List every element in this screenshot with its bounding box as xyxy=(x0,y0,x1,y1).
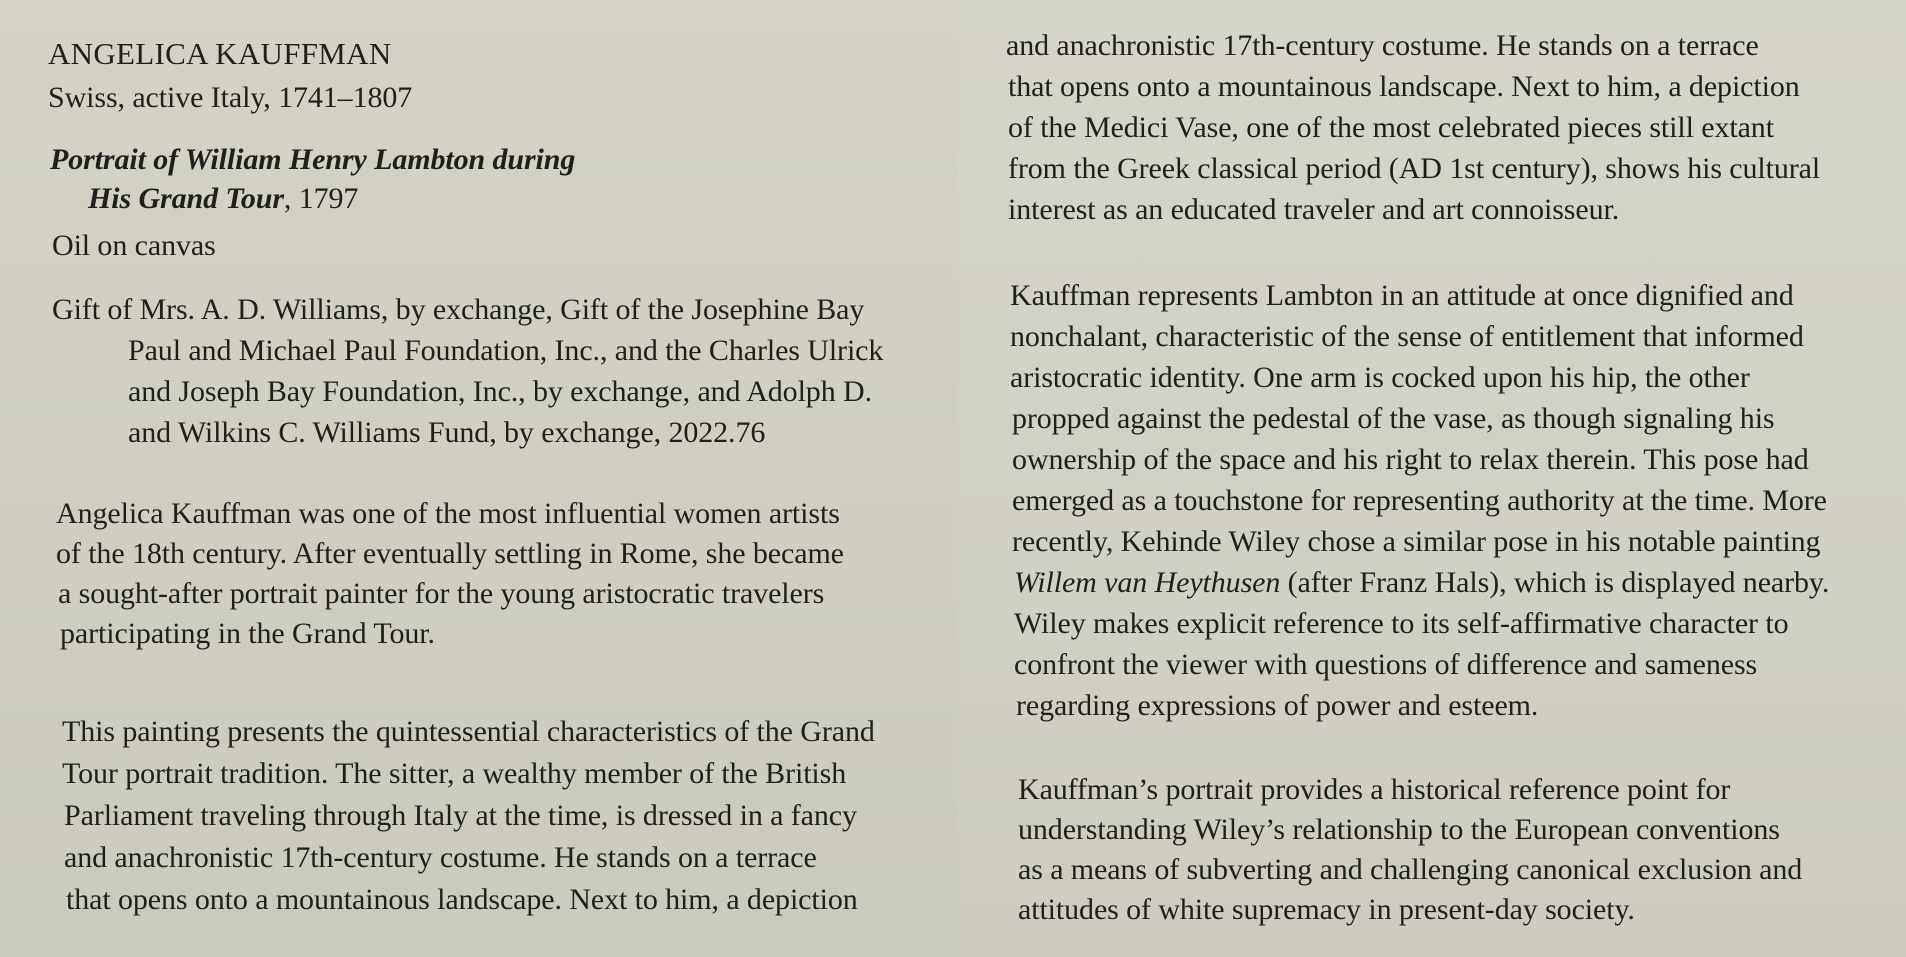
credit-line: and Joseph Bay Foundation, Inc., by exchange, and Adolph D. xyxy=(128,375,872,408)
left-paragraph2-line: This painting presents the quintessential characteristics of the Grand xyxy=(62,715,875,748)
artwork-reference-title: Willem van Heythusen xyxy=(1014,566,1281,599)
left-paragraph2-line: and anachronistic 17th-century costume. He stands on a terrace xyxy=(64,841,817,874)
artwork-reference-after: (after Franz Hals), which is displayed nearby. xyxy=(1280,566,1830,599)
right-paragraph2-line: regarding expressions of power and esteem. xyxy=(1016,689,1539,722)
right-paragraph2-line: ownership of the space and his right to relax therein. This pose had xyxy=(1012,443,1809,476)
credit-line: Paul and Michael Paul Foundation, Inc., and the Charles Ulrick xyxy=(128,334,884,367)
right-paragraph2-line: recently, Kehinde Wiley chose a similar pose in his notable painting xyxy=(1012,525,1821,558)
right-paragraph3-line: as a means of subverting and challenging canonical exclusion and xyxy=(1018,853,1803,886)
left-paragraph2-line: Parliament traveling through Italy at the time, is dressed in a fancy xyxy=(64,799,857,832)
left-paragraph1-line: a sought-after portrait painter for the young aristocratic travelers xyxy=(58,577,825,610)
right-paragraph2-line: Wiley makes explicit reference to its self-affirmative character to xyxy=(1014,607,1789,640)
right-paragraph1-line: that opens onto a mountainous landscape. Next to him, a depiction xyxy=(1008,70,1800,103)
right-paragraph2-line: Kauffman represents Lambton in an attitude at once dignified and xyxy=(1010,279,1794,312)
artwork-year: , 1797 xyxy=(283,182,359,215)
artwork-title-line1: Portrait of William Henry Lambton during xyxy=(50,143,576,176)
right-paragraph3-line: Kauffman’s portrait provides a historical reference point for xyxy=(1018,773,1731,806)
right-paragraph1-line: and anachronistic 17th-century costume. He stands on a terrace xyxy=(1006,29,1759,62)
left-paragraph1-line: participating in the Grand Tour. xyxy=(60,617,435,650)
artist-name: ANGELICA KAUFFMAN xyxy=(48,36,392,71)
left-paragraph2-line: Tour portrait tradition. The sitter, a wealthy member of the British xyxy=(62,757,847,790)
right-label-panel xyxy=(958,0,1906,957)
right-paragraph3-line: understanding Wiley’s relationship to the European conventions xyxy=(1018,813,1780,846)
left-paragraph1-line: of the 18th century. After eventually settling in Rome, she became xyxy=(56,537,844,570)
right-paragraph2-line xyxy=(1014,565,1829,601)
right-paragraph2-line: propped against the pedestal of the vase, as though signaling his xyxy=(1012,402,1775,435)
right-paragraph3-line: attitudes of white supremacy in present-day society. xyxy=(1018,893,1635,926)
right-paragraph1-line: interest as an educated traveler and art connoisseur. xyxy=(1008,193,1620,226)
credit-line: Gift of Mrs. A. D. Williams, by exchange, Gift of the Josephine Bay xyxy=(52,293,865,326)
artwork-title-line2-text: His Grand Tour xyxy=(88,182,284,215)
artwork-medium: Oil on canvas xyxy=(52,229,216,262)
right-paragraph1-line: from the Greek classical period (AD 1st century), shows his cultural xyxy=(1008,152,1821,185)
right-paragraph1-line: of the Medici Vase, one of the most celebrated pieces still extant xyxy=(1008,111,1774,144)
credit-line: and Wilkins C. Williams Fund, by exchange, 2022.76 xyxy=(128,416,766,449)
left-paragraph2-line: that opens onto a mountainous landscape. Next to him, a depiction xyxy=(66,883,858,916)
right-paragraph2-line: confront the viewer with questions of difference and sameness xyxy=(1014,648,1758,681)
right-paragraph2-line: emerged as a touchstone for representing authority at the time. More xyxy=(1012,484,1827,517)
right-paragraph2-line: aristocratic identity. One arm is cocked upon his hip, the other xyxy=(1010,361,1750,394)
left-paragraph1-line: Angelica Kauffman was one of the most influential women artists xyxy=(56,497,840,530)
right-paragraph2-line: nonchalant, characteristic of the sense of entitlement that informed xyxy=(1010,320,1804,353)
artist-nationality: Swiss, active Italy, 1741–1807 xyxy=(48,81,413,114)
artwork-title-line2 xyxy=(88,181,358,217)
